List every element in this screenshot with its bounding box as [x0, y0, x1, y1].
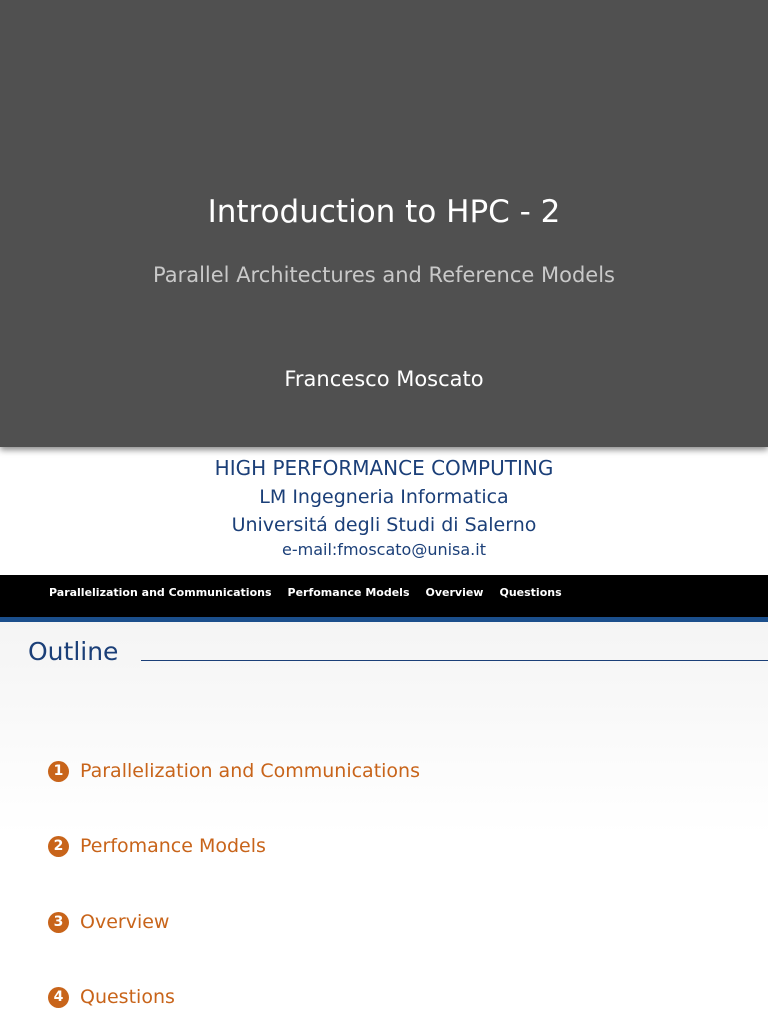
nav-item-parallelization[interactable]: Parallelization and Communications — [49, 586, 272, 599]
toc-label: Parallelization and Communications — [80, 760, 420, 782]
toc-item-performance-models[interactable] — [48, 833, 266, 859]
toc-label: Overview — [80, 911, 170, 933]
degree-name: LM Ingegneria Informatica — [259, 486, 509, 508]
frame-title-rule — [141, 660, 768, 661]
author-email: e-mail:fmoscato@unisa.it — [282, 540, 486, 559]
toc-label: Perfomance Models — [80, 835, 266, 857]
author-name: Francesco Moscato — [284, 367, 484, 391]
toc-number-badge: 1 — [48, 761, 69, 782]
title-panel — [0, 0, 768, 447]
nav-accent-strip — [0, 617, 768, 622]
presentation-title: Introduction to HPC - 2 — [207, 194, 561, 230]
presentation-subtitle: Parallel Architectures and Reference Models — [153, 263, 615, 287]
nav-item-overview[interactable]: Overview — [425, 586, 484, 599]
course-name: HIGH PERFORMANCE COMPUTING — [214, 456, 554, 480]
toc-item-questions[interactable] — [48, 984, 175, 1010]
section-navigation-bar — [0, 575, 768, 617]
nav-items — [49, 586, 562, 599]
nav-item-performance-models[interactable]: Perfomance Models — [287, 586, 410, 599]
toc-number-badge: 4 — [48, 987, 69, 1008]
outline-slide — [0, 575, 768, 1024]
toc-label: Questions — [80, 986, 175, 1008]
frame-title: Outline — [28, 637, 119, 666]
nav-item-questions[interactable]: Questions — [499, 586, 562, 599]
university-name: Universitá degli Studi di Salerno — [231, 514, 537, 536]
toc-number-badge: 3 — [48, 912, 69, 933]
toc-number-badge: 2 — [48, 836, 69, 857]
toc-item-parallelization[interactable] — [48, 758, 420, 784]
toc-item-overview[interactable] — [48, 909, 169, 935]
